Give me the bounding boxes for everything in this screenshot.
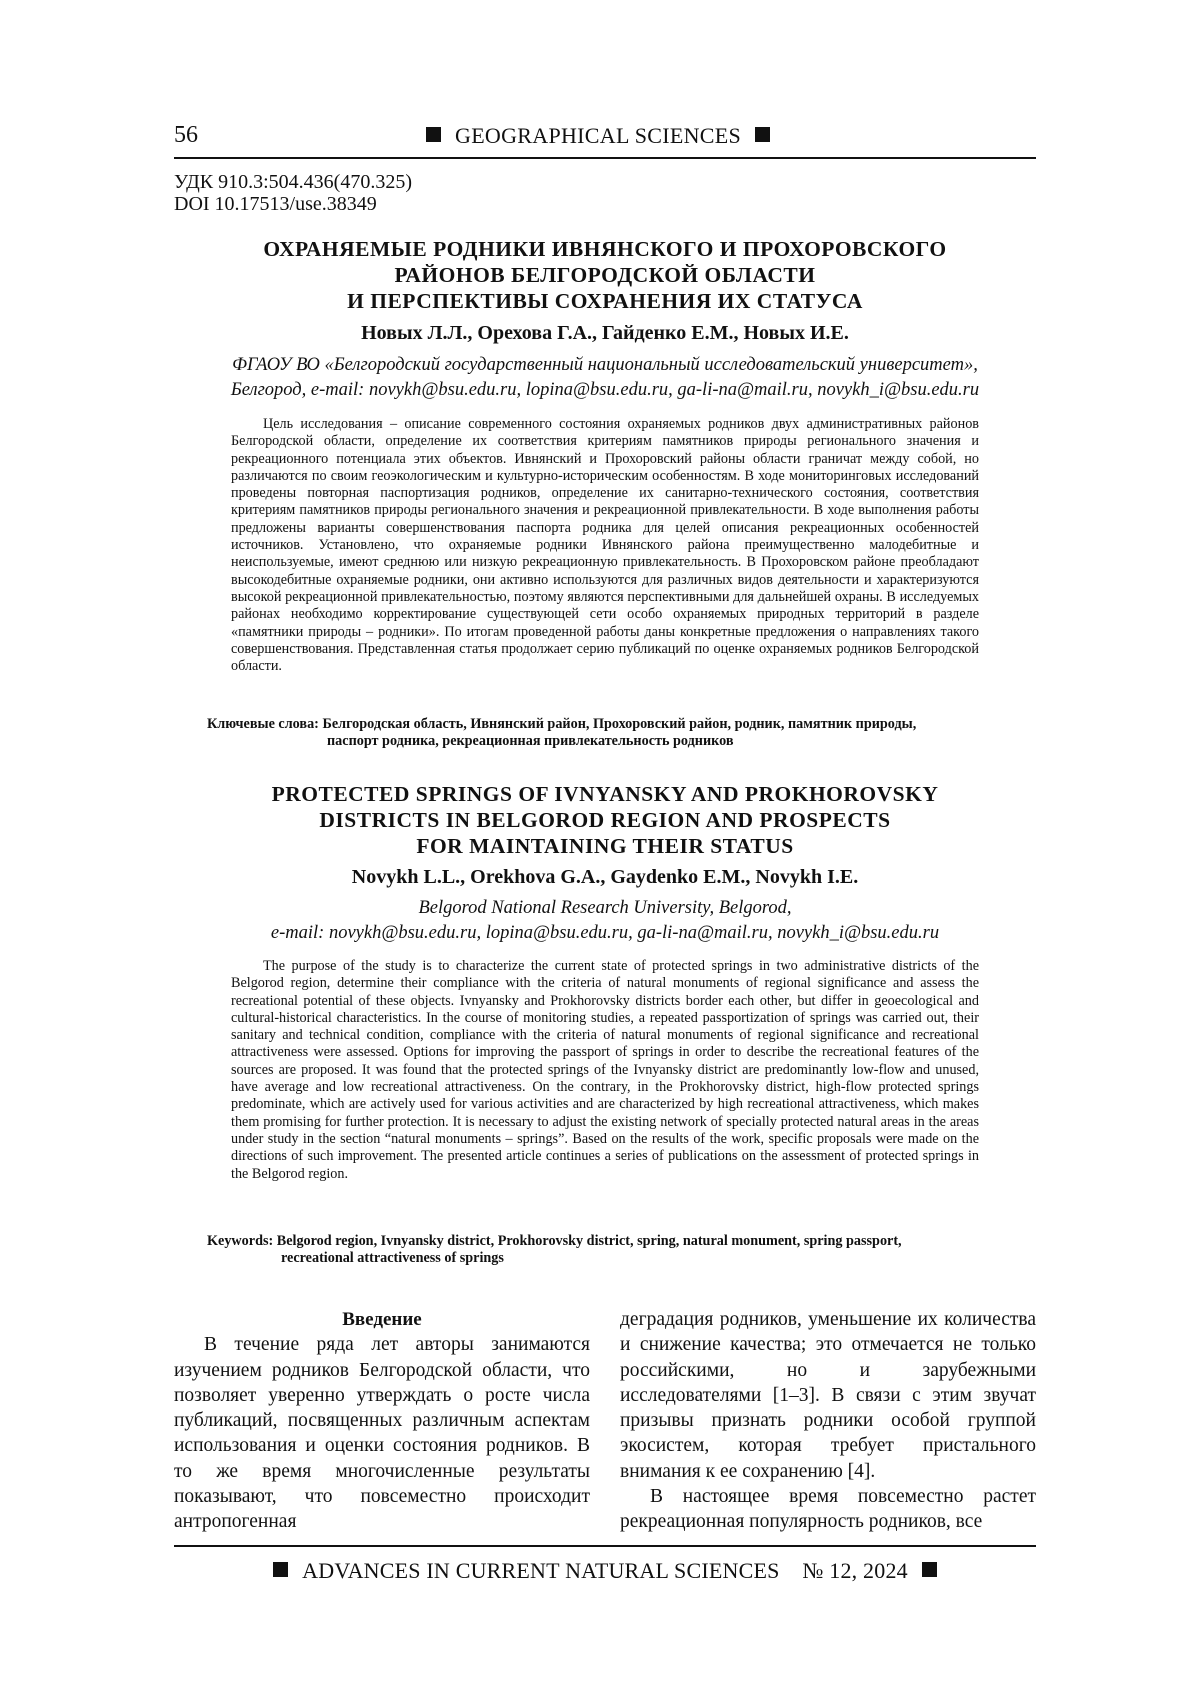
issue-number: № 12, 2024: [802, 1558, 908, 1583]
square-bullet-icon: [273, 1562, 288, 1577]
article-title-ru: [174, 236, 1036, 314]
title-line: FOR MAINTAINING THEIR STATUS: [174, 833, 1036, 859]
keywords-text: Белгородская область, Ивнянский район, Прохоровский район, родник, памятник природы,: [322, 716, 916, 732]
square-bullet-icon: [426, 127, 441, 142]
body-paragraph: В настоящее время повсеместно растет рекреационная популярность родников, все: [620, 1484, 1036, 1535]
keywords-label: Keywords:: [207, 1233, 273, 1249]
keywords-text: Belgorod region, Ivnyansky district, Prokhorovsky district, spring, natural monument, spring passport,: [277, 1233, 902, 1249]
square-bullet-icon: [755, 127, 770, 142]
body-column-left: [174, 1307, 590, 1535]
authors-ru: Новых Л.Л., Орехова Г.А., Гайденко Е.М., Новых И.Е.: [174, 322, 1036, 345]
page-number: 56: [174, 122, 198, 149]
square-bullet-icon: [922, 1562, 937, 1577]
journal-page: [174, 0, 1036, 1698]
doi: DOI 10.17513/use.38349: [174, 193, 377, 216]
affiliation-line: ФГАОУ ВО «Белгородский государственный национальный исследовательский университет»,: [174, 353, 1036, 378]
journal-section: [426, 123, 770, 149]
authors-en: Novykh L.L., Orekhova G.A., Gaydenko E.M., Novykh I.E.: [174, 866, 1036, 889]
article-title-en: [174, 781, 1036, 859]
abstract-ru: Цель исследования – описание современного состояния охраняемых родников двух административных районов Белгородской области, определение их соответствия критериям памятников природы регионального значения и рекреационного потенциала этих объектов. Ивнянский и Прохоровский районы области граничат между собой, но различаются по своим геоэкологическим и культурно-историческим особенностям. В ходе мониторинговых исследований проведены повторная паспортизация родников, определение их санитарно-технического состояния, соответствия критериям памятников природы регионального значения и рекреационной привлекательности. В ходе выполнения работы предложены варианты совершенствования паспорта родника для целей описания рекреационных особенностей источников. Установлено, что охраняемые родники Ивнянского района преимущественно малодебитные и неиспользуемые, имеют среднюю или низкую рекреационную привлекательность. В Прохоровском районе преобладают высокодебитные охраняемые родники, они активно используются для различных видов деятельности и характеризуются высокой рекреационной привлекательностью, поэтому являются перспективными для дальнейшей охраны. В исследуемых районах необходимо корректирование существующей сети особо охраняемых природных территорий в разделе «памятники природы – родники». По итогам проведенной работы даны конкретные предложения о направлениях такого совершенствования. Представленная статья продолжает серию публикаций по оценке охраняемых родников Белгородской области.: [231, 416, 979, 675]
keywords-en: [207, 1233, 997, 1268]
affiliation-line: Belgorod National Research University, Belgorod,: [174, 896, 1036, 921]
keywords-text: recreational attractiveness of springs: [207, 1250, 997, 1267]
title-line: DISTRICTS IN BELGOROD REGION AND PROSPECTS: [174, 807, 1036, 833]
running-footer: [174, 1558, 1036, 1584]
affiliation-line: e-mail: novykh@bsu.edu.ru, lopina@bsu.edu.ru, ga-li-na@mail.ru, novykh_i@bsu.edu.ru: [174, 921, 1036, 946]
body-column-right: [620, 1307, 1036, 1535]
title-line: PROTECTED SPRINGS OF IVNYANSKY AND PROKHOROVSKY: [174, 781, 1036, 807]
abstract-en: The purpose of the study is to characterize the current state of protected springs in two administrative districts of the Belgorod region, determine their compliance with the criteria of natural monuments of regional significance and assess the recreational potential of these objects. Ivnyansky and Prokhorovsky districts border each other, but differ in geoecological and cultural-historical characteristics. In the course of monitoring studies, a repeated passportization of springs was carried out, their sanitary and technical condition, compliance with the criteria of natural monuments of regional significance and recreational attractiveness were assessed. Options for improving the passport of springs in order to describe the recreational features of the sources are proposed. It was found that the protected springs of the Ivnyansky district are predominantly low-flow and unused, have average and low recreational attractiveness. On the contrary, in the Prokhorovsky district, high-flow protected springs predominate, which are actively used for various activities and are characterized by high recreational attractiveness, which makes them promising for further protection. It is necessary to adjust the existing network of specially protected natural areas in the areas under study in the section “natural monuments – springs”. Based on the results of the work, specific proposals were made on the directions of such improvement. The presented article continues a series of publications on the assessment of protected springs in the Belgorod region.: [231, 958, 979, 1183]
header-rule: [174, 157, 1036, 159]
journal-section-label: GEOGRAPHICAL SCIENCES: [455, 123, 741, 148]
section-heading: Введение: [174, 1307, 590, 1332]
journal-name: ADVANCES IN CURRENT NATURAL SCIENCES: [302, 1558, 779, 1583]
keywords-ru: [207, 716, 997, 751]
body-paragraph: деградация родников, уменьшение их количества и снижение качества; это отмечается не только российскими, но и зарубежными исследователями [1–3]. В связи с этим звучат призывы признать родники особой группой экосистем, которая требует пристального внимания к ее сохранению [4].: [620, 1307, 1036, 1484]
udk-code: УДК 910.3:504.436(470.325): [174, 171, 412, 194]
keywords-text: паспорт родника, рекреационная привлекательность родников: [207, 733, 997, 750]
affiliation-line: Белгород, e-mail: novykh@bsu.edu.ru, lopina@bsu.edu.ru, ga-li-na@mail.ru, novykh_i@bsu.edu.ru: [174, 378, 1036, 403]
affiliation-ru: [174, 353, 1036, 403]
keywords-label: Ключевые слова:: [207, 716, 319, 732]
body-paragraph: В течение ряда лет авторы занимаются изучением родников Белгородской области, что позволяет уверенно утверждать о росте числа публикаций, посвященных различным аспектам использования и оценки состояния родников. В то же время многочисленные результаты показывают, что повсеместно происходит антропогенная: [174, 1332, 590, 1534]
affiliation-en: [174, 896, 1036, 946]
title-line: И ПЕРСПЕКТИВЫ СОХРАНЕНИЯ ИХ СТАТУСА: [174, 288, 1036, 314]
title-line: ОХРАНЯЕМЫЕ РОДНИКИ ИВНЯНСКОГО И ПРОХОРОВСКОГО: [174, 236, 1036, 262]
running-head: [174, 120, 1036, 160]
footer-rule: [174, 1545, 1036, 1547]
title-line: РАЙОНОВ БЕЛГОРОДСКОЙ ОБЛАСТИ: [174, 262, 1036, 288]
